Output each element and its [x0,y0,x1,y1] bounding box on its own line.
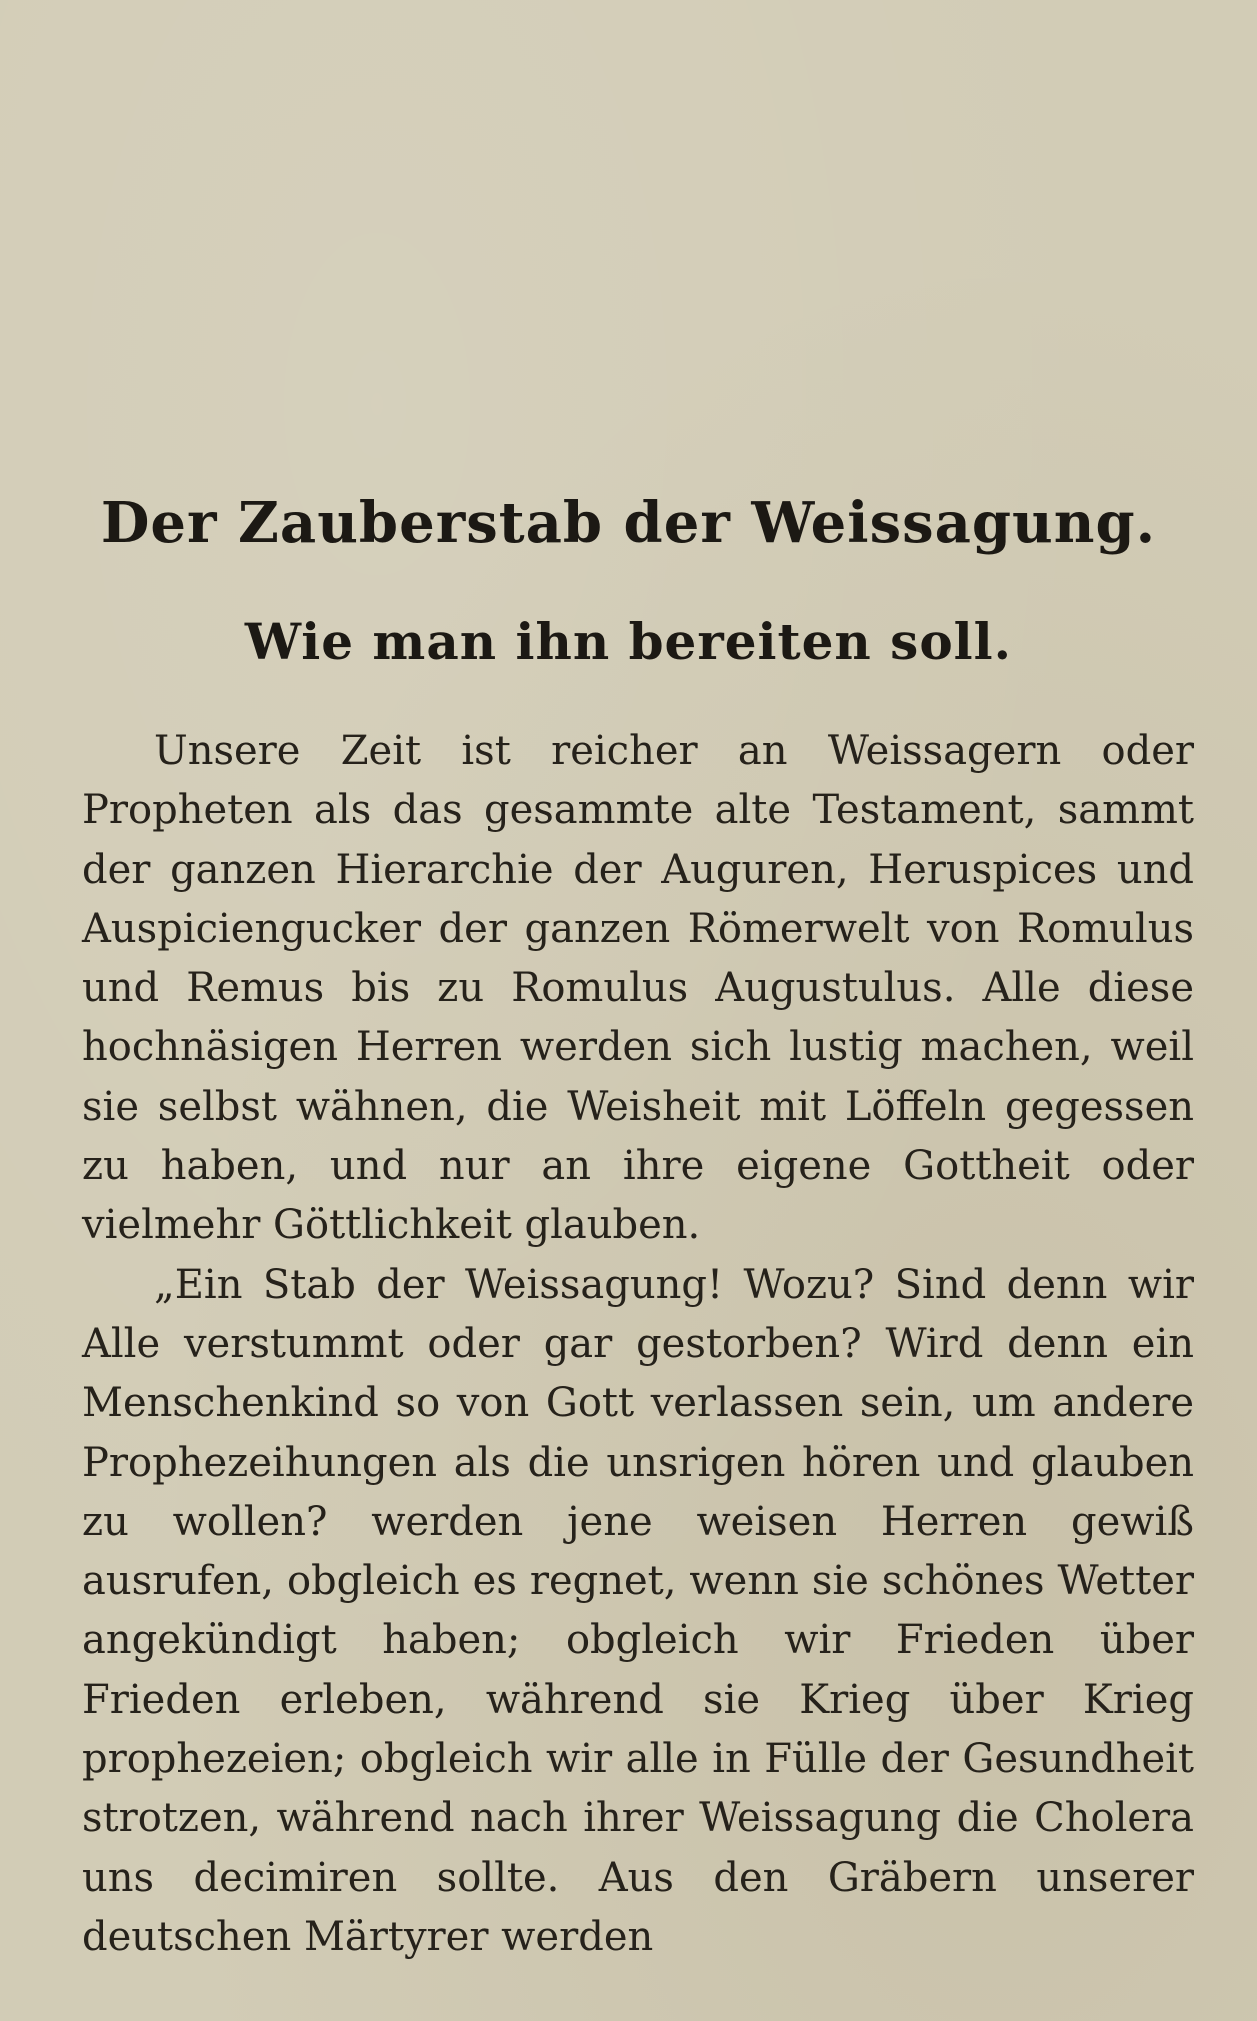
paragraph-1: Unsere Zeit ist reicher an Weissagern oder Propheten als das gesammte alte Testament, sammt der ganzen Hierarchie der Auguren, Heruspices und Auspiciengucker der ganzen Römerwelt von Romulus und Remus bis zu Romulus Augustulus. Alle diese hochnäsigen Herren werden sich lustig machen, weil sie selbst wähnen, die Weisheit mit Löffeln gegessen zu haben, und nur an ihre eigene Gottheit oder vielmehr Göttlichkeit glauben. [82,728,1194,1249]
paragraph-2: „Ein Stab der Weissagung! Wozu? Sind denn wir Alle verstummt oder gar gestorben? Wird denn ein Menschenkind so von Gott verlassen sein, um andere Prophezeihungen als die unsrigen hören und glauben zu wollen? werden jene weisen Herren gewiß ausrufen, obgleich es regnet, wenn sie schönes Wetter angekündigt haben; obgleich wir Frieden über Frieden erleben, während sie Krieg über Krieg prophezeien; obgleich wir alle in Fülle der Gesundheit strotzen, während nach ihrer Weissagung die Cholera uns decimiren sollte. Aus den Gräbern unserer deutschen Märtyrer werden [82,1261,1194,1960]
chapter-title: Der Zauberstab der Weissagung. [100,490,1157,556]
body-text [82,722,1194,1967]
chapter-subtitle: Wie man ihn bereiten soll. [244,612,1013,671]
